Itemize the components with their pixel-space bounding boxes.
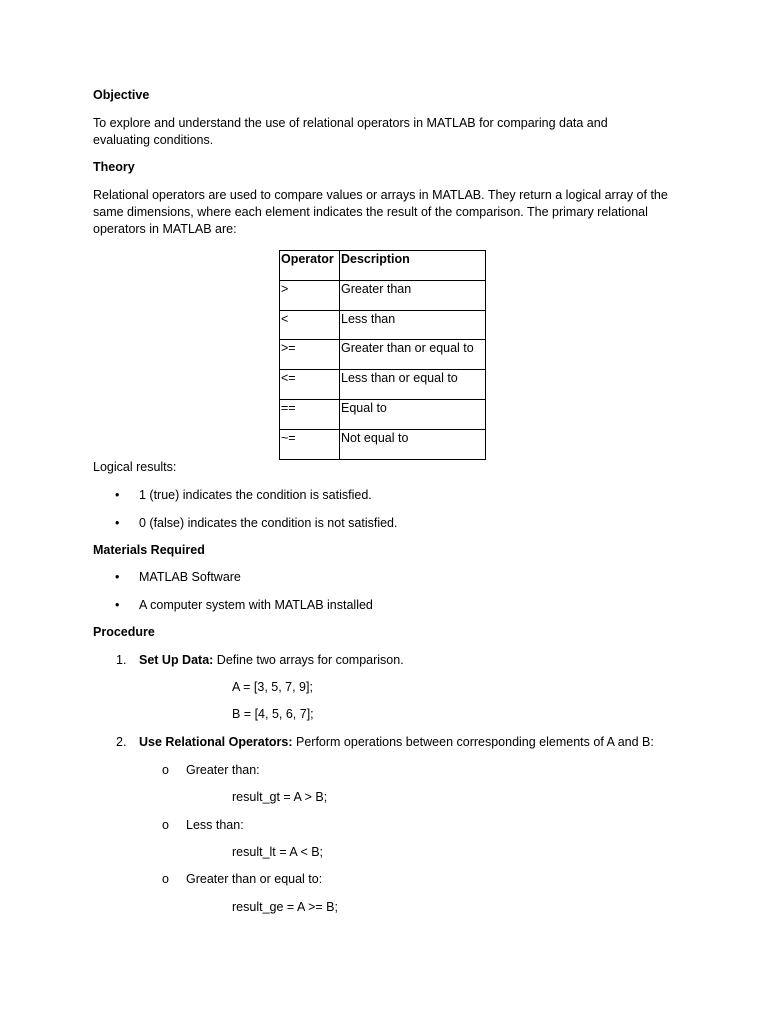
step-text: Define two arrays for comparison. <box>213 653 404 667</box>
bullet-icon: • <box>115 598 120 612</box>
table-cell-description: Not equal to <box>340 429 486 459</box>
list-item: 1 (true) indicates the condition is satisfied. <box>139 488 372 502</box>
theory-text: Relational operators are used to compare values or arrays in MATLAB. They return a logical array of the same dimensions, where each element indicates the result of the comparison. The primary relational operators in MATLAB are: <box>93 188 668 236</box>
sub-item-label: Greater than: <box>186 763 260 777</box>
table-cell-operator: == <box>280 399 340 429</box>
procedure-heading: Procedure <box>93 625 155 639</box>
table-cell-operator: ~= <box>280 429 340 459</box>
sub-item-label: Greater than or equal to: <box>186 872 323 886</box>
table-row <box>280 370 486 400</box>
code-line: B = [4, 5, 6, 7]; <box>232 707 314 721</box>
table-row <box>280 340 486 370</box>
logical-results-label: Logical results: <box>93 460 177 474</box>
table-row <box>280 399 486 429</box>
list-item: A computer system with MATLAB installed <box>139 598 373 612</box>
table-header-description: Description <box>340 251 486 281</box>
list-item: 0 (false) indicates the condition is not satisfied. <box>139 516 398 530</box>
table-cell-operator: <= <box>280 370 340 400</box>
table-row <box>280 429 486 459</box>
objective-heading: Objective <box>93 88 150 102</box>
step-title: Use Relational Operators: <box>139 735 293 749</box>
sub-item-label: Less than: <box>186 818 244 832</box>
table-cell-description: Greater than or equal to <box>340 340 486 370</box>
code-line: result_gt = A > B; <box>232 790 328 804</box>
table-cell-operator: < <box>280 310 340 340</box>
procedure-step <box>139 734 654 751</box>
code-line: A = [3, 5, 7, 9]; <box>232 680 313 694</box>
bullet-icon: • <box>115 516 120 530</box>
theory-heading: Theory <box>93 160 135 174</box>
code-line: result_ge = A >= B; <box>232 900 338 914</box>
step-number: 1. <box>116 653 127 667</box>
step-title: Set Up Data: <box>139 653 214 667</box>
materials-heading: Materials Required <box>93 543 205 557</box>
step-text: Perform operations between corresponding elements of A and B: <box>292 735 654 749</box>
table-row <box>280 310 486 340</box>
table-cell-description: Equal to <box>340 399 486 429</box>
operators-table <box>279 250 486 460</box>
sub-bullet-icon: o <box>162 872 169 886</box>
table-cell-operator: > <box>280 280 340 310</box>
objective-text: To explore and understand the use of relational operators in MATLAB for comparing data and evaluating conditions. <box>93 116 608 147</box>
step-number: 2. <box>116 735 127 749</box>
table-row <box>280 280 486 310</box>
table-header-row <box>280 251 486 281</box>
table-cell-description: Less than <box>340 310 486 340</box>
table-cell-description: Greater than <box>340 280 486 310</box>
bullet-icon: • <box>115 570 120 584</box>
sub-bullet-icon: o <box>162 818 169 832</box>
procedure-step <box>139 652 404 669</box>
sub-bullet-icon: o <box>162 763 169 777</box>
table-cell-operator: >= <box>280 340 340 370</box>
table-header-operator: Operator <box>280 251 340 281</box>
list-item: MATLAB Software <box>139 570 241 584</box>
code-line: result_lt = A < B; <box>232 845 324 859</box>
bullet-icon: • <box>115 488 120 502</box>
table-cell-description: Less than or equal to <box>340 370 486 400</box>
